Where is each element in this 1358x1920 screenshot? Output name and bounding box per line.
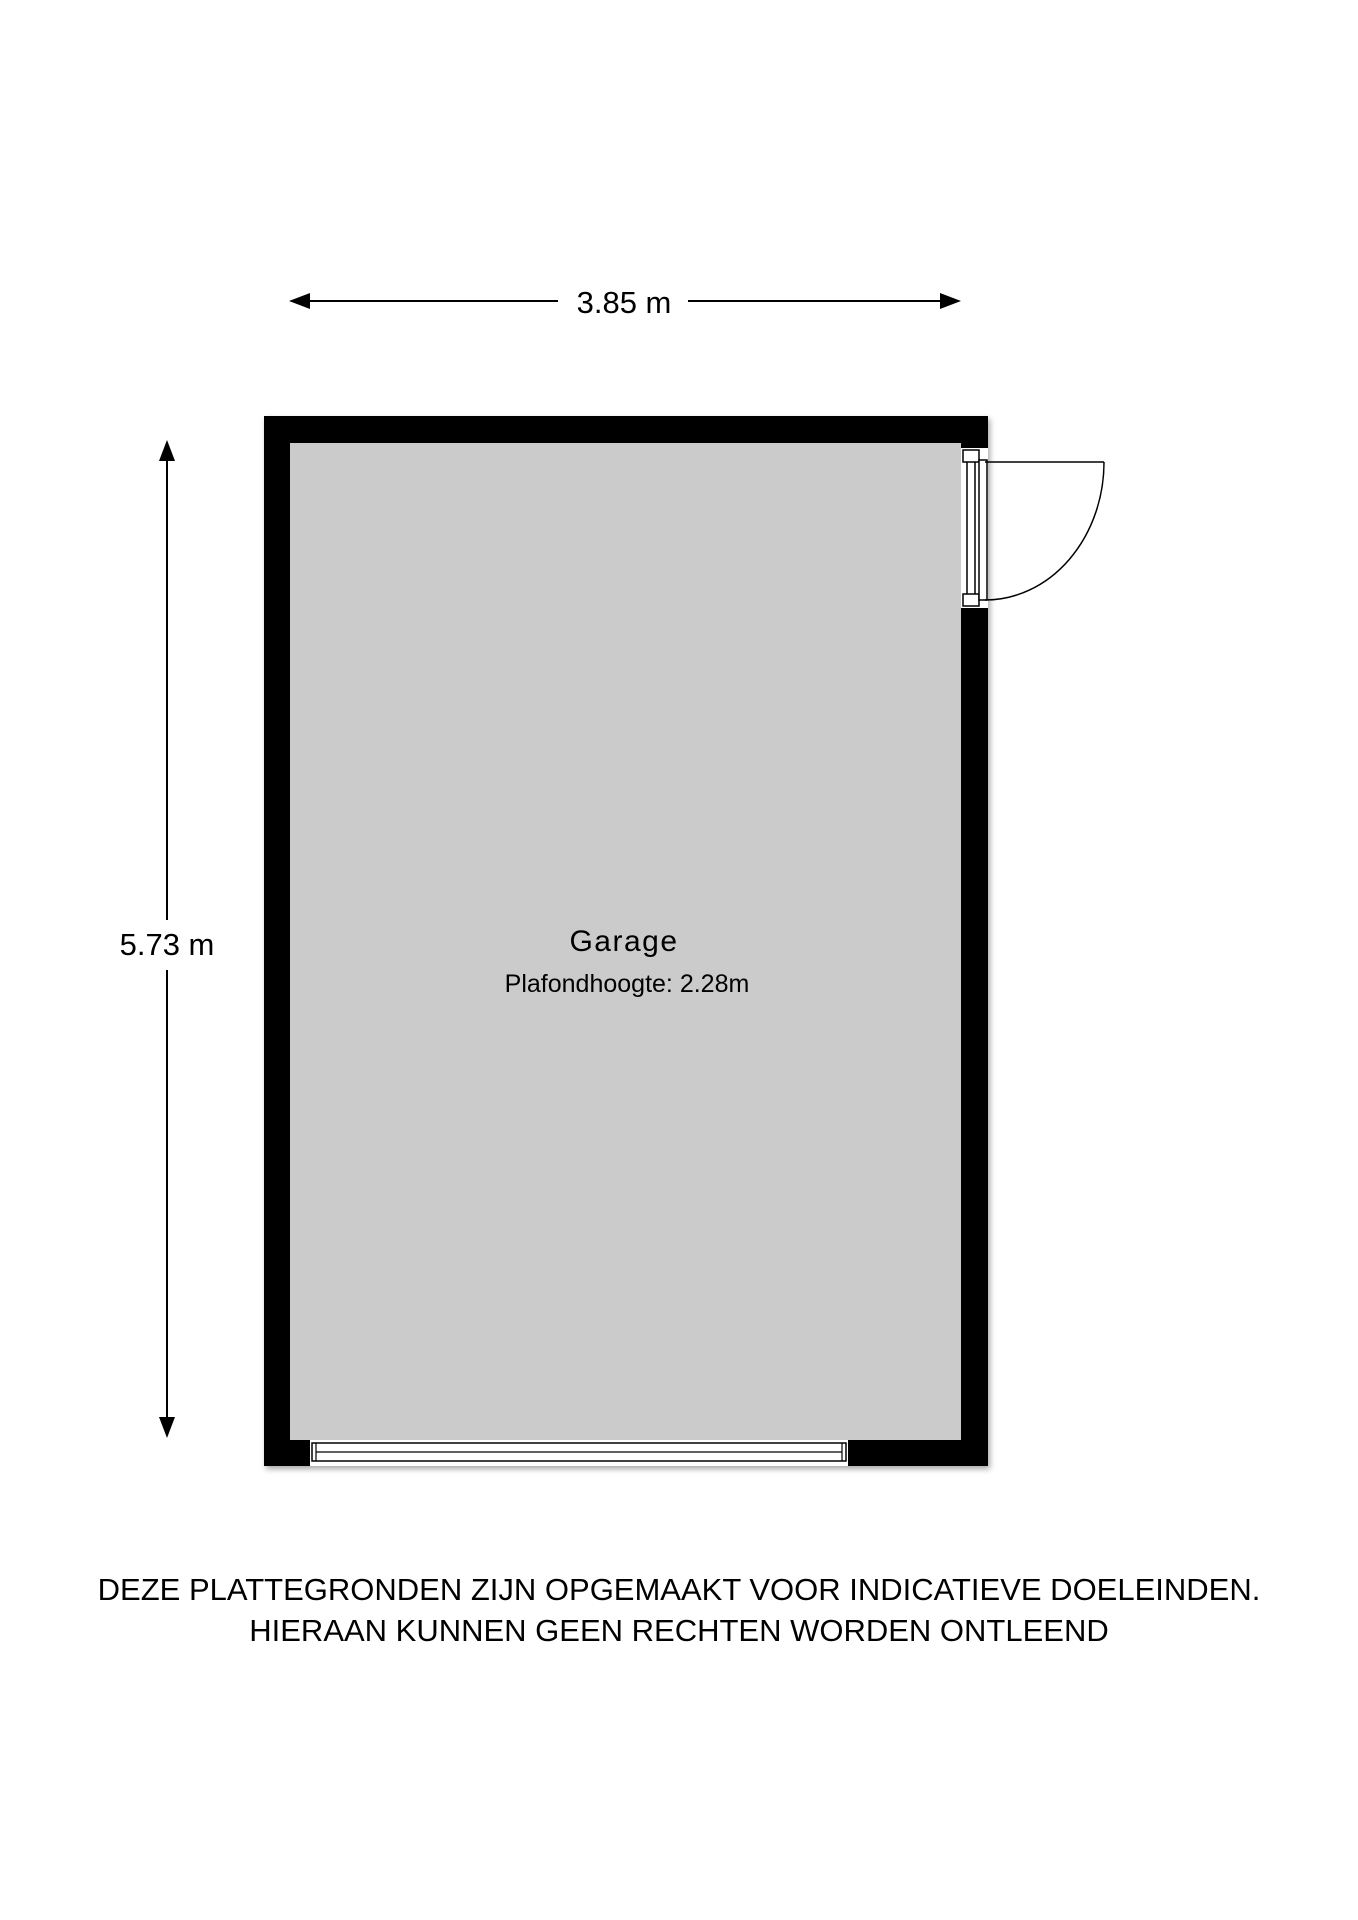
door-jamb-top xyxy=(963,450,979,462)
garage-door xyxy=(310,1440,848,1466)
height-dimension xyxy=(110,440,224,1438)
width-arrow-left-icon xyxy=(289,293,310,309)
height-arrow-bottom-icon xyxy=(159,1417,175,1438)
ceiling-height-label: Plafondhoogte: 2.28m xyxy=(504,970,750,998)
width-dimension xyxy=(289,285,961,320)
height-arrow-top-icon xyxy=(159,440,175,461)
height-label: 5.73 m xyxy=(119,927,215,962)
door-jamb-bottom xyxy=(963,594,979,606)
side-door xyxy=(961,448,1104,608)
disclaimer-line-1: DEZE PLATTEGRONDEN ZIJN OPGEMAAKT VOOR INDICATIEVE DOELEINDEN. xyxy=(97,1572,1261,1607)
width-arrow-right-icon xyxy=(940,293,961,309)
room-name: Garage xyxy=(569,925,679,958)
width-label: 3.85 m xyxy=(576,285,672,320)
garage-room xyxy=(264,416,1104,1466)
door-swing-arc xyxy=(985,462,1104,600)
disclaimer-line-2: HIERAAN KUNNEN GEEN RECHTEN WORDEN ONTLEEND xyxy=(249,1613,1109,1648)
door-leaf xyxy=(979,460,987,600)
